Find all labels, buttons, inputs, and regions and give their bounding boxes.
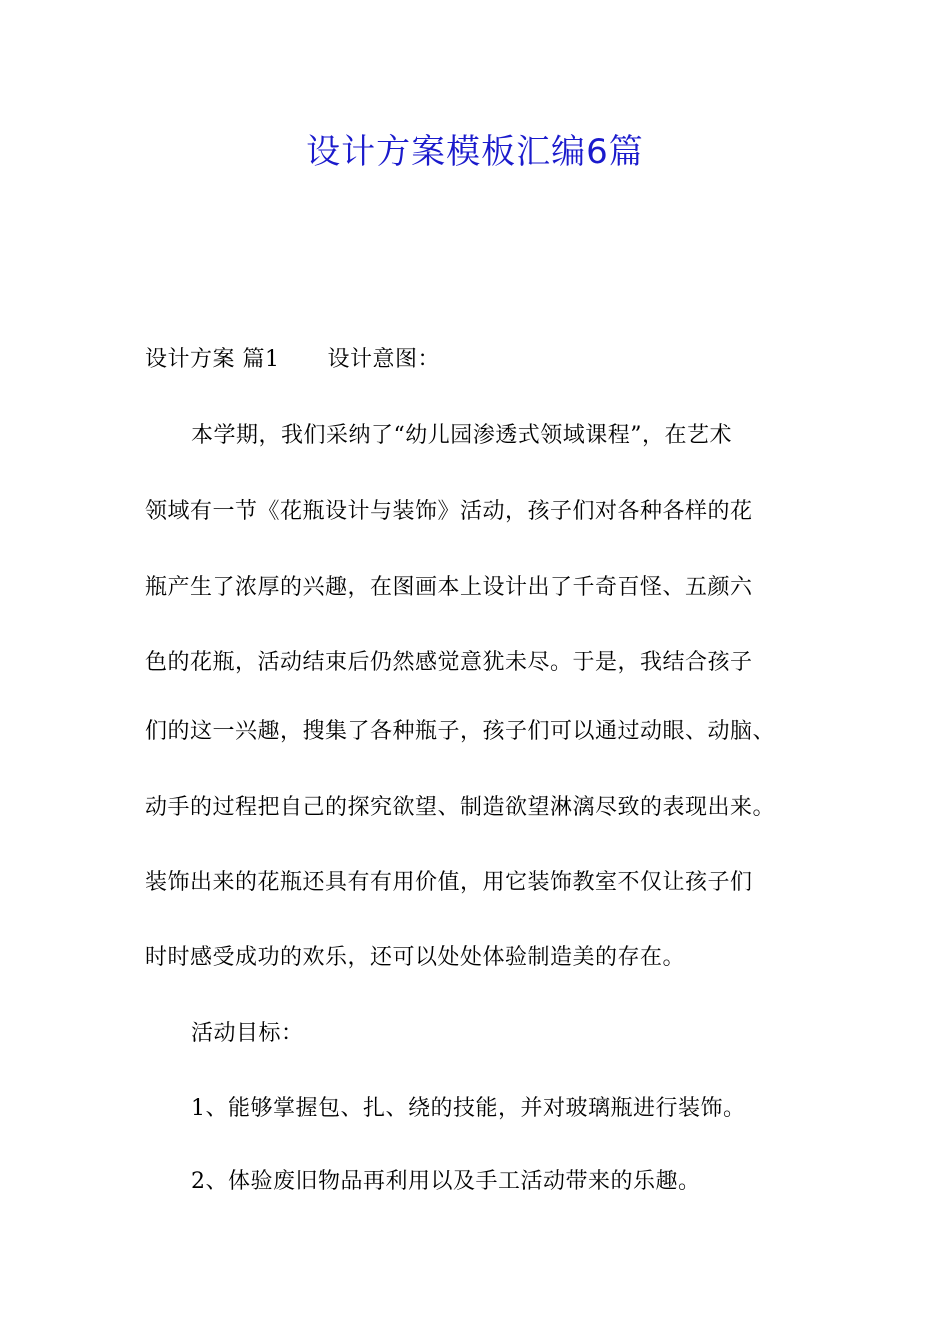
section-heading bbox=[145, 345, 440, 375]
section-subheading: 设计意图： bbox=[327, 347, 441, 372]
goal-item: 1、能够掌握包、扎、绕的技能，并对玻璃瓶进行装饰。 bbox=[191, 1096, 746, 1121]
paragraph-line: 色的花瓶，活动结束后仍然感觉意犹未尽。于是，我结合孩子 bbox=[145, 650, 753, 675]
section-label: 设计方案 篇1 bbox=[145, 347, 280, 372]
goal-item: 2、体验废旧物品再利用以及手工活动带来的乐趣。 bbox=[191, 1169, 701, 1194]
goals-heading: 活动目标： bbox=[191, 1021, 304, 1046]
paragraph-line: 时时感受成功的欢乐，还可以处处体验制造美的存在。 bbox=[145, 945, 686, 970]
paragraph-line: 领域有一节《花瓶设计与装饰》活动，孩子们对各种各样的花 bbox=[145, 499, 753, 524]
document-title: 设计方案模板汇编6篇 bbox=[306, 132, 644, 172]
paragraph-line: 动手的过程把自己的探究欲望、制造欲望淋漓尽致的表现出来。 bbox=[145, 795, 776, 820]
paragraph-line: 本学期，我们采纳了“幼儿园渗透式领域课程”，在艺术 bbox=[191, 423, 732, 448]
paragraph-line: 瓶产生了浓厚的兴趣，在图画本上设计出了千奇百怪、五颜六 bbox=[145, 575, 753, 600]
paragraph-line: 们的这一兴趣，搜集了各种瓶子，孩子们可以通过动眼、动脑、 bbox=[145, 719, 776, 744]
paragraph-line: 装饰出来的花瓶还具有有用价值，用它装饰教室不仅让孩子们 bbox=[145, 870, 753, 895]
